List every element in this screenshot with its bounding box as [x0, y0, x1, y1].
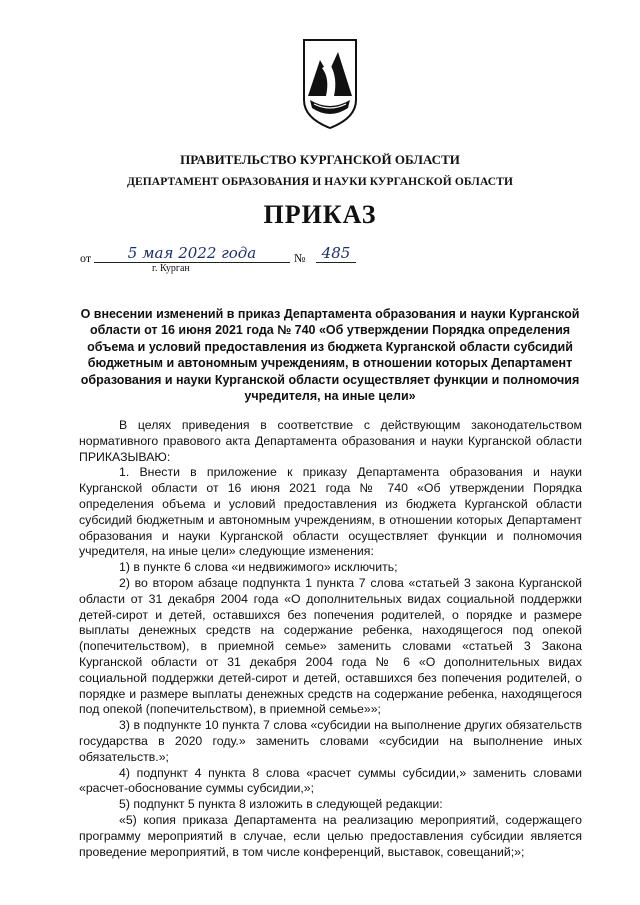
- order-title: О внесении изменений в приказ Департамента образования и науки Курганской области от 16 июня 2021 года № 740 «Об утверждении Порядка определения объема и условий предоставления из бюджета Курганской области субсидий бюджетным и автономным учреждениям, в отношении которых Департамент образования и науки Курганской области осуществляет функции и полномочия учредителя, на иные цели»: [80, 307, 580, 404]
- paragraph: В целях приведения в соответствие с действующим законодательством нормативного правового акта Департамента образования и науки Курганской области ПРИКАЗЫВАЮ:: [79, 418, 582, 464]
- document-type-heading: ПРИКАЗ: [263, 200, 377, 229]
- paragraph: 4) подпункт 4 пункта 8 слова «расчет суммы субсидии,» заменить словами «расчет-обоснование суммы субсидии,»;: [79, 765, 582, 796]
- paragraph: «5) копия приказа Департамента на реализацию мероприятий, содержащего программу мероприятий в случае, если целью предоставления субсидии является проведение мероприятий, в том числе конференций, выставок, совещаний;»;: [79, 812, 582, 859]
- paragraph: 1. Внести в приложение к приказу Департамента образования и науки Курганской области от 16 июня 2021 года № 740 «Об утверждении Порядка определения объема и условий предоставления из бюджета Курганской области субсидий бюджетным и автономным учреждениям, в отношении которых Департамент образования и науки Курганской области осуществляет функции и полномочия учредителя, на иные цели» следующие изменения:: [79, 465, 582, 559]
- paragraph: 3) в подпункте 10 пункта 7 слова «субсидии на выполнение других обязательств государства в 2020 году.» заменить словами «субсидии на выполнение иных обязательств.»;: [79, 718, 582, 764]
- order-body: [79, 418, 582, 860]
- order-date-number-line: [80, 244, 500, 268]
- paragraph: 2) во втором абзаце подпункта 1 пункта 7 слова «статьей 3 закона Курганской области от 31 декабря 2004 года «О дополнительных видах социальной поддержки детей-сирот и детей, оставшихся без попечения родителей, о порядке и размере выплаты денежных средств на содержание ребенка, находящегося под опекой (попечительством), в приемной семье» заменить словами «статьей 3 Закона Курганской области от 31 декабря 2004 года № 6 «О дополнительных видах социальной поддержки детей-сирот и детей, оставшихся без попечения родителей, о порядке и размере выплаты денежных средств на содержание ребенка, находящегося под опекой (попечительством), в приемной семье»»;: [79, 575, 582, 717]
- order-date: 5 мая 2022 года: [94, 244, 290, 263]
- date-prefix-label: от: [80, 251, 92, 265]
- paragraph: 5) подпункт 5 пункта 8 изложить в следующей редакции:: [119, 797, 443, 812]
- order-number: 485: [316, 244, 356, 263]
- number-sign-label: №: [294, 251, 306, 265]
- coat-of-arms-emblem: [300, 38, 360, 130]
- government-heading: ПРАВИТЕЛЬСТВО КУРГАНСКОЙ ОБЛАСТИ: [180, 152, 460, 167]
- department-heading: ДЕПАРТАМЕНТ ОБРАЗОВАНИЯ И НАУКИ КУРГАНСКОЙ ОБЛАСТИ: [126, 176, 514, 188]
- paragraph: 1) в пункте 6 слова «и недвижимого» исключить;: [119, 560, 398, 575]
- city-label: г. Курган: [152, 263, 190, 274]
